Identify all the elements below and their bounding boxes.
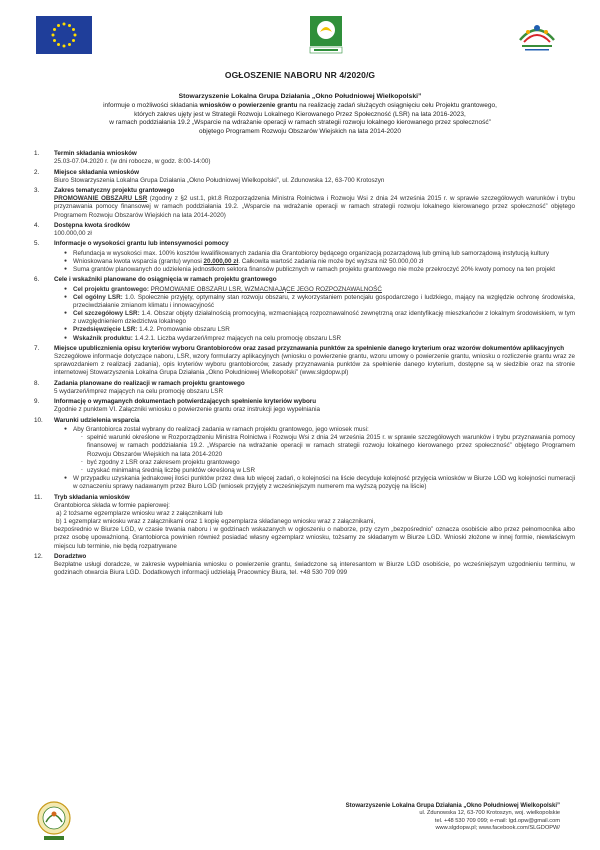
intro-line3: w ramach poddziałania 19.2 „Wsparcie na wdrażanie operacji w ramach strategii rozwoju lokalnego kierowanego przez społeczność”	[109, 119, 491, 127]
section-text	[54, 195, 575, 220]
intro-org: Stowarzyszenie Lokalna Grupa Działania „Okno Południowej Wielkopolski”	[178, 93, 422, 100]
scope-text: (zgodny z §2 ust.1, pkt.8 Rozporządzenia Ministra Rolnictwa i Rozwoju Wsi z dnia 24 września 2015 r. w sprawie szczegółowych warunków i trybu przyznawania pomocy finansowej w ramach poddziałania 19.2. „Wsparcie na wdrażanie operacji w ramach strategii rozwoju lokalnego kierowanego przez społeczność” objętego Programem Rozwoju Obszarów Wiejskich na lata 2014-2020)	[54, 195, 575, 219]
section-number: 3.	[34, 187, 40, 195]
intro-line4: objętego Programem Rozwoju Obszarów Wiejskich na lata 2014-2020	[199, 127, 401, 135]
section-number: 5.	[34, 240, 40, 248]
section-heading: Informację o wymaganych dokumentach potwierdzających spełnienie kryteriów wyboru	[54, 398, 317, 406]
section-heading: Miejsce składania wniosków	[54, 168, 140, 176]
section-number: 12.	[34, 552, 43, 560]
section-number: 11.	[34, 493, 43, 501]
section-text: 5 wydarzeń/imprez mających na celu promocję obszaru LSR	[54, 387, 224, 395]
section-heading: Doradztwo	[54, 552, 87, 560]
goal-text: PROMOWANIE OBSZARU LSR, WZMACNIAJĄCE JEGO ROZPOZNAWALNOŚĆ	[150, 285, 382, 293]
leader-logo-icon	[306, 14, 346, 56]
section-number: 1.	[34, 150, 40, 157]
section-heading: Dostępna kwota środków	[54, 221, 130, 229]
section-heading: Miejsce upublicznienia opisu kryteriów wyboru Grantobiorców oraz zasad przyznawania punktów za spełnienie danego kryterium oraz wzorów dokumentów aplikacyjnych	[54, 344, 565, 352]
dash-item: - być zgodny z LSR oraz zakresem projektu grantowego	[81, 459, 575, 467]
list-item	[64, 335, 575, 343]
footer	[36, 800, 560, 842]
footer-phone-email: tel. +48 530 709 099; e-mail: lgd.opw@gmail.com	[434, 817, 560, 824]
grant-amount: 20.000,00 zł	[203, 257, 239, 265]
ksow-logo-icon	[510, 14, 564, 56]
intro	[40, 93, 560, 136]
goal-text: 1.0. Społecznie przyjęty, optymalny stan rozwoju obszaru, z wykorzystaniem potencjału gospodarczego i ludzkiego, mający na względzie ochronę środowiska, przeciwdziałanie zmianom klimatu i innowacyjność	[73, 293, 575, 309]
section-6	[30, 276, 575, 342]
page-title: OGŁOSZENIE NABORU NR 4/2020/G	[224, 70, 376, 80]
section-text: Grantobiorca składa w formie papierowej:	[54, 501, 170, 509]
section-1	[30, 150, 575, 166]
section-text: 100.000,00 zł	[54, 230, 92, 238]
section-text: Bezpłatne usługi doradcze, w zakresie wypełniania wniosku o powierzenie grantu, świadczone są interesantom w Biurze LGD osobiście, po wcześniejszym uzgodnieniu terminu, w godzinach otwarcia Biura LGD. Dodatkowych informacji udzielają Pracownicy Biura, tel. +48 530 709 099	[54, 561, 575, 577]
section-heading: Informacje o wysokości grantu lub intensywności pomocy	[54, 240, 229, 248]
list-item: ● Refundacja w wysokości max. 100% kosztów kwalifikowanych zadania dla Grantobiorcy będącego organizacją pozarządową lub gminą lub samorządową instytucją kultury	[64, 250, 575, 258]
scope-label: PROMOWANIE OBSZARU LSR	[54, 195, 148, 203]
section-2	[30, 169, 575, 185]
section-7	[30, 345, 575, 378]
section-number: 4.	[34, 221, 40, 229]
goal-text: 1.4. Obszar objęty działalnością promocyjną, wzmacniającą rozpoznawalność zewnętrzną oraz identyfikację mieszkańców z lokalnym środowiskiem, w tym z uwzględnieniem dziedzictwa lokalnego	[73, 310, 575, 326]
section-11	[30, 494, 575, 551]
section-4	[30, 222, 575, 238]
footer-website[interactable]: www.slgdopw.pl; www.facebook.com/SLGDOPW/	[435, 825, 560, 832]
goal-label: Cel ogólny LSR:	[73, 293, 123, 301]
sections	[30, 150, 575, 580]
goal-label: Przedsięwzięcie LSR:	[73, 326, 138, 334]
bullet-list	[54, 286, 575, 343]
section-12	[30, 553, 575, 578]
list-item	[64, 326, 575, 334]
list-item	[64, 426, 575, 475]
section-heading: Zadania planowane do realizacji w ramach projektu grantowego	[54, 379, 245, 387]
intro-line1-pre: informuje o możliwości składania	[103, 101, 200, 109]
section-heading: Warunki udzielenia wsparcia	[54, 416, 140, 424]
goal-text: 1.4.2. Promowanie obszaru LSR	[137, 326, 230, 334]
goal-label: Cel szczegółowy LSR:	[73, 310, 140, 318]
eu-flag-icon	[36, 16, 92, 54]
section-number: 9.	[34, 398, 40, 406]
lgd-logo-icon	[36, 800, 72, 842]
section-10	[30, 417, 575, 492]
goal-label: Cel projektu grantowego:	[73, 285, 149, 293]
section-heading: Tryb składania wniosków	[54, 493, 130, 501]
section-text: Zgodnie z punktem VI. Załączniki wniosku o powierzenie grantu oraz instrukcji jego wypełniania	[54, 406, 321, 414]
section-text: 25.03-07.04.2020 r. (w dni robocze, w godz. 8:00-14:00)	[54, 158, 211, 166]
section-number: 2.	[34, 168, 40, 176]
option-b: b) 1 egzemplarz wniosku wraz z załącznikami oraz 1 kopię egzemplarza składanego wniosku wraz z załącznikami,	[56, 518, 376, 526]
intro-line2: których zakres ujęty jest w Strategii Rozwoju Lokalnego Kierowanego Przez Społeczność (LSR) na lata 2016-2023,	[134, 110, 466, 118]
dash-item: - uzyskać minimalną średnią liczbę punktów określoną w LSR	[81, 467, 575, 475]
list-item: ● Suma grantów planowanych do udzielenia jednostkom sektora finansów publicznych w ramach projektu grantowego nie może przekroczyć 20% kwoty pomocy na ten projekt	[64, 266, 575, 274]
list-item	[64, 286, 575, 294]
intro-line1-bold: wniosków o powierzenie grantu	[199, 101, 298, 109]
option-a: a) 2 tożsame egzemplarze wniosku wraz z załącznikami lub	[56, 509, 223, 517]
section-text: bezpośrednio w Biurze LGD, w czasie trwania naboru i w godzinach wskazanych w ogłoszeniu o naborze, przy czym „bezpośrednio” oznacza osobiście albo przez pełnomocnika albo przez osobę upoważnioną. Grantobiorca powinien również posiadać własny egzemplarz wniosku, tożsamy ze składanym w Biurze LGD. Wnioski złożone w innej formie, niewłaściwym miejscu lub terminie, nie będą rozpatrywane	[54, 526, 575, 550]
list-item: ● W przypadku uzyskania jednakowej ilości punktów przez dwa lub więcej zadań, o kolejności na liście decyduje kolejność przyjęcia wniosków w Biurze LGD wg kolejności numeracji w oznaczeniu sprawy nadawanym przez Biuro LGD (wniosek przyjęty z wcześniejszym numerem ma wyższą pozycję na liście)	[64, 475, 575, 491]
section-9	[30, 398, 575, 414]
list-item	[64, 258, 575, 266]
footer-contact	[346, 802, 560, 833]
goal-text: 1.4.2.1. Liczba wydarzeń/imprez mających na celu promocję obszaru LSR	[132, 334, 342, 342]
list-item	[64, 294, 575, 310]
section-heading: Cele i wskaźniki planowane do osiągnięcia w ramach projektu grantowego	[54, 276, 277, 284]
bullet-list	[54, 426, 575, 491]
section-5	[30, 240, 575, 274]
footer-org-name: Stowarzyszenie Lokalna Grupa Działania „Okno Południowej Wielkopolski”	[345, 803, 560, 809]
section-number: 8.	[34, 379, 40, 387]
condition-intro: Aby Grantobiorca został wybrany do realizacji zadania w ramach projektu grantowego, jego wniosek musi:	[73, 426, 369, 434]
footer-address: ul. Zdunowska 12, 63-700 Krotoszyn, woj. wielkopolskie	[419, 810, 560, 817]
section-heading: Termin składania wniosków	[54, 150, 137, 157]
header-logos	[36, 14, 564, 58]
goal-label: Wskaźnik produktu:	[73, 334, 133, 342]
dash-list	[73, 434, 575, 475]
list-item	[64, 310, 575, 326]
section-text: Biuro Stowarzyszenia Lokalna Grupa Działania „Okno Południowej Wielkopolski”, ul. Zdunowska 12, 63-700 Krotoszyn	[54, 176, 385, 184]
section-3	[30, 187, 575, 220]
dash-item: - spełnić warunki określone w Rozporządzeniu Ministra Rolnictwa i Rozwoju Wsi z dnia 24 września 2015 r. w sprawie szczegółowych warunków i trybu przyznawania pomocy finansowej w ramach poddziałania 19.2. „Wsparcie na wdrażanie operacji w ramach strategii rozwoju lokalnego kierowanego przez społeczność” objętego Programem Rozwoju Obszarów Wiejskich na lata 2014-2020	[81, 434, 575, 459]
section-number: 10.	[34, 416, 43, 424]
section-number: 6.	[34, 276, 40, 284]
section-heading: Zakres tematyczny projektu grantowego	[54, 187, 175, 195]
intro-line1-post: na realizację zadań służących osiągnięciu celu Projektu grantowego,	[297, 101, 497, 109]
section-text: Szczegółowe informacje dotyczące naboru, LSR, wzory formularzy aplikacyjnych (wniosku o powierzenie grantu, wzoru umowy o powierzenie grantu, wniosku o rozliczenie grantu wraz ze sprawozdaniem z realizacji zadania), opis kryteriów wyboru grantobiorców, zasady przyznawania punktów za spełnienie danego kryterium, dostępne są w siedzibie oraz na stronie internetowej Stowarzyszenia Lokalna Grupa Działania „Okno Południowej Wielkopolski” (www.slgdopw.pl)	[54, 353, 575, 377]
section-number: 7.	[34, 344, 40, 352]
grant-amount-pre: Wnioskowana kwota wsparcia (grantu) wynosi	[73, 257, 204, 265]
grant-amount-post: . Całkowita wartość zadania nie może być wyższa niż 50.000,00 zł	[238, 257, 424, 265]
section-8	[30, 380, 575, 396]
bullet-list	[54, 250, 575, 275]
